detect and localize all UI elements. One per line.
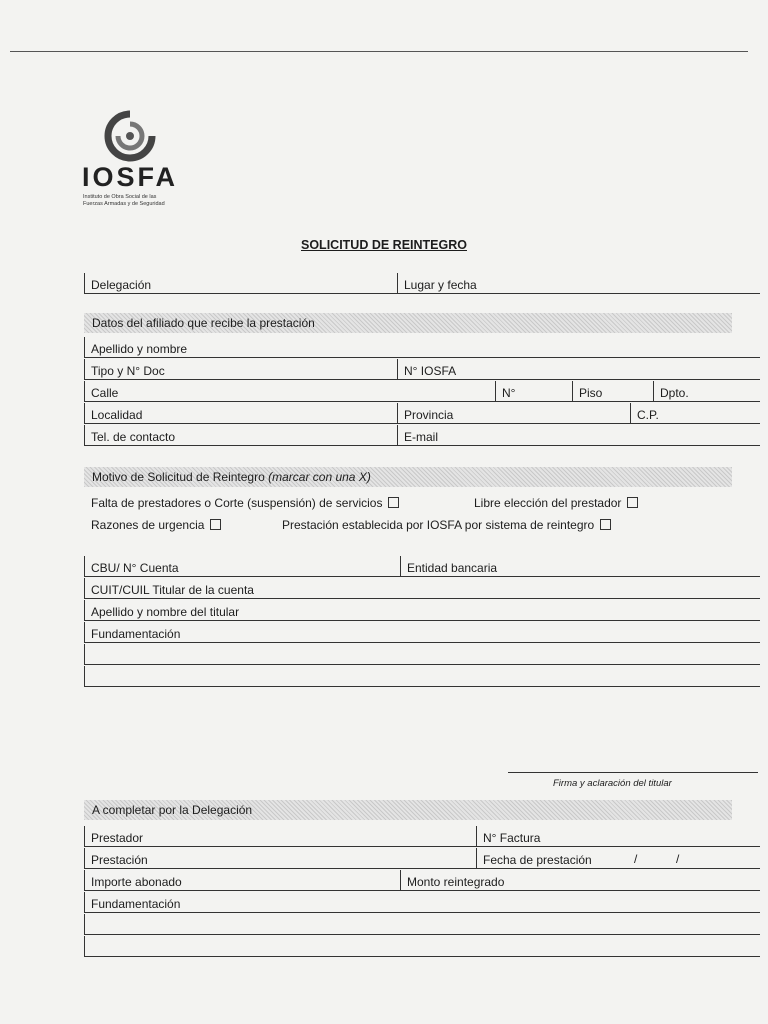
section-delegacion: A completar por la Delegación	[84, 800, 732, 820]
option-label: Libre elección del prestador	[474, 496, 622, 510]
row-prestacion	[84, 848, 760, 869]
email-field[interactable]: E-mail	[397, 425, 438, 445]
iosfa-logo	[82, 110, 202, 210]
option-urgencia[interactable]	[91, 518, 221, 532]
section-motivo	[84, 467, 732, 487]
cuit-field[interactable]: CUIT/CUIL Titular de la cuenta	[84, 578, 254, 598]
date-separator: /	[634, 852, 638, 866]
motivo-title: Motivo de Solicitud de Reintegro	[92, 470, 265, 484]
checkbox[interactable]	[600, 519, 611, 530]
importe-field[interactable]: Importe abonado	[84, 870, 182, 890]
checkbox[interactable]	[627, 497, 638, 508]
fundamentacion-field[interactable]: Fundamentación	[84, 622, 180, 642]
date-separator: /	[676, 852, 680, 866]
row-fundamentacion-blank-1	[84, 644, 760, 665]
section-afiliado: Datos del afiliado que recibe la prestación	[84, 313, 732, 333]
nro-factura-field[interactable]: N° Factura	[476, 826, 540, 846]
row-deleg-fundamentacion	[84, 892, 760, 913]
row-doc	[84, 359, 760, 380]
signature-label: Firma y aclaración del titular	[553, 778, 672, 789]
row-prestador	[84, 826, 760, 847]
prestador-field[interactable]: Prestador	[84, 826, 143, 846]
row-importe	[84, 870, 760, 891]
logo-subtitle-line2: Fuerzas Armadas y de Seguridad	[83, 201, 165, 207]
localidad-field[interactable]: Localidad	[84, 403, 142, 423]
prestacion-field[interactable]: Prestación	[84, 848, 148, 868]
lugar-fecha-field[interactable]: Lugar y fecha	[397, 273, 477, 293]
piso-field[interactable]: Piso	[572, 381, 602, 401]
blank-line[interactable]	[84, 666, 91, 686]
row-calle	[84, 381, 760, 402]
row-contacto	[84, 425, 760, 446]
option-label: Falta de prestadores o Corte (suspensión) de servicios	[91, 496, 383, 510]
nro-field[interactable]: N°	[495, 381, 515, 401]
deleg-fundamentacion-field[interactable]: Fundamentación	[84, 892, 180, 912]
delegacion-field[interactable]: Delegación	[84, 273, 151, 293]
option-libre-eleccion[interactable]	[474, 496, 638, 510]
blank-line[interactable]	[84, 936, 91, 956]
logo-subtitle	[83, 194, 203, 208]
fecha-prestacion-field[interactable]: Fecha de prestación	[476, 848, 592, 868]
row-apellido	[84, 337, 760, 358]
calle-field[interactable]: Calle	[84, 381, 118, 401]
apellido-titular-field[interactable]: Apellido y nombre del titular	[84, 600, 239, 620]
top-rule	[10, 51, 748, 52]
cp-field[interactable]: C.P.	[630, 403, 659, 423]
row-cbu	[84, 556, 760, 577]
iosfa-swirl-icon	[104, 110, 156, 162]
tipo-doc-field[interactable]: Tipo y N° Doc	[84, 359, 165, 379]
row-titular	[84, 600, 760, 621]
form-title	[0, 238, 768, 252]
logo-text: IOSFA	[82, 162, 179, 192]
blank-line[interactable]	[84, 644, 91, 664]
blank-line[interactable]	[84, 914, 91, 934]
nro-iosfa-field[interactable]: N° IOSFA	[397, 359, 456, 379]
row-deleg-blank-2	[84, 936, 760, 957]
row-deleg-blank-1	[84, 914, 760, 935]
form-title-text: SOLICITUD DE REINTEGRO	[301, 238, 467, 252]
entidad-field[interactable]: Entidad bancaria	[400, 556, 497, 576]
tel-field[interactable]: Tel. de contacto	[84, 425, 175, 445]
checkbox[interactable]	[388, 497, 399, 508]
option-falta-prestadores[interactable]	[91, 496, 399, 510]
option-label: Razones de urgencia	[91, 518, 205, 532]
cbu-field[interactable]: CBU/ N° Cuenta	[84, 556, 179, 576]
row-localidad	[84, 403, 760, 424]
signature-line[interactable]	[508, 772, 758, 773]
option-sistema-reintegro[interactable]	[282, 518, 611, 532]
checkbox[interactable]	[210, 519, 221, 530]
row-fundamentacion	[84, 622, 760, 643]
motivo-note: (marcar con una X)	[268, 470, 371, 484]
row-cuit	[84, 578, 760, 599]
apellido-nombre-field[interactable]: Apellido y nombre	[84, 337, 187, 357]
dpto-field[interactable]: Dpto.	[653, 381, 689, 401]
row-delegacion	[84, 273, 760, 294]
provincia-field[interactable]: Provincia	[397, 403, 453, 423]
row-fundamentacion-blank-2	[84, 666, 760, 687]
logo-subtitle-line1: Instituto de Obra Social de las	[83, 194, 157, 200]
monto-field[interactable]: Monto reintegrado	[400, 870, 504, 890]
option-label: Prestación establecida por IOSFA por sistema de reintegro	[282, 518, 595, 532]
